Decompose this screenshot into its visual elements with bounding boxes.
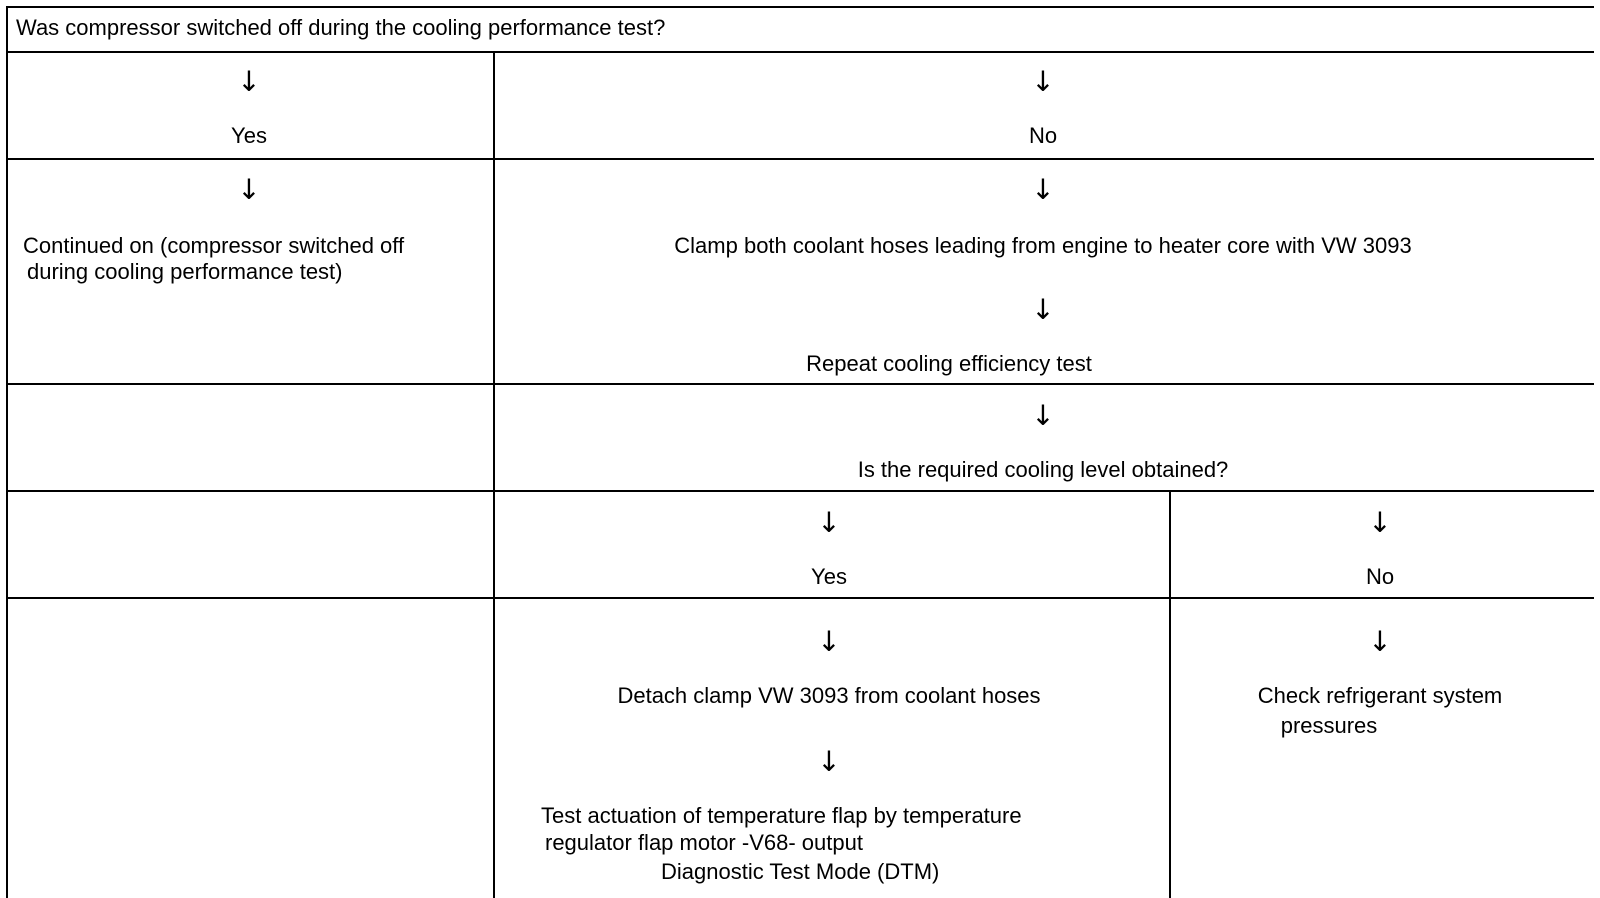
test-actuation-line2: regulator flap motor -V68- output: [545, 830, 863, 855]
arrow-down-icon: ↓: [237, 65, 261, 98]
cooling-question: Is the required cooling level obtained?: [857, 457, 1229, 482]
top-question: Was compressor switched off during the cooling performance test?: [16, 15, 666, 40]
cooling-no-label: No: [1365, 564, 1395, 589]
test-actuation-line3: Diagnostic Test Mode (DTM): [661, 859, 940, 884]
arrow-down-icon: ↓: [237, 173, 261, 206]
arrow-down-icon: ↓: [1031, 293, 1055, 326]
arrow-down-icon: ↓: [817, 506, 841, 539]
detach-step: Detach clamp VW 3093 from coolant hoses: [617, 683, 1041, 708]
arrow-down-icon: ↓: [1031, 173, 1055, 206]
check-pressures-line2: pressures: [1280, 713, 1378, 738]
continued-text-line2: during cooling performance test): [27, 259, 343, 284]
arrow-down-icon: ↓: [1368, 625, 1392, 658]
clamp-step: Clamp both coolant hoses leading from engine to heater core with VW 3093: [674, 233, 1412, 258]
arrow-down-icon: ↓: [1368, 506, 1392, 539]
arrow-down-icon: ↓: [817, 625, 841, 658]
branch-no-label: No: [1028, 123, 1058, 148]
cooling-yes-label: Yes: [811, 564, 847, 589]
arrow-down-icon: ↓: [817, 745, 841, 778]
diagnostic-flowchart: [6, 6, 1594, 898]
arrow-down-icon: ↓: [1031, 65, 1055, 98]
check-pressures-line1: Check refrigerant system: [1257, 683, 1503, 708]
branch-yes-label: Yes: [231, 123, 267, 148]
repeat-step: Repeat cooling efficiency test: [806, 351, 1092, 376]
continued-text-line1: Continued on (compressor switched off: [23, 233, 405, 258]
arrow-down-icon: ↓: [1031, 399, 1055, 432]
test-actuation-line1: Test actuation of temperature flap by temperature: [541, 803, 1022, 828]
